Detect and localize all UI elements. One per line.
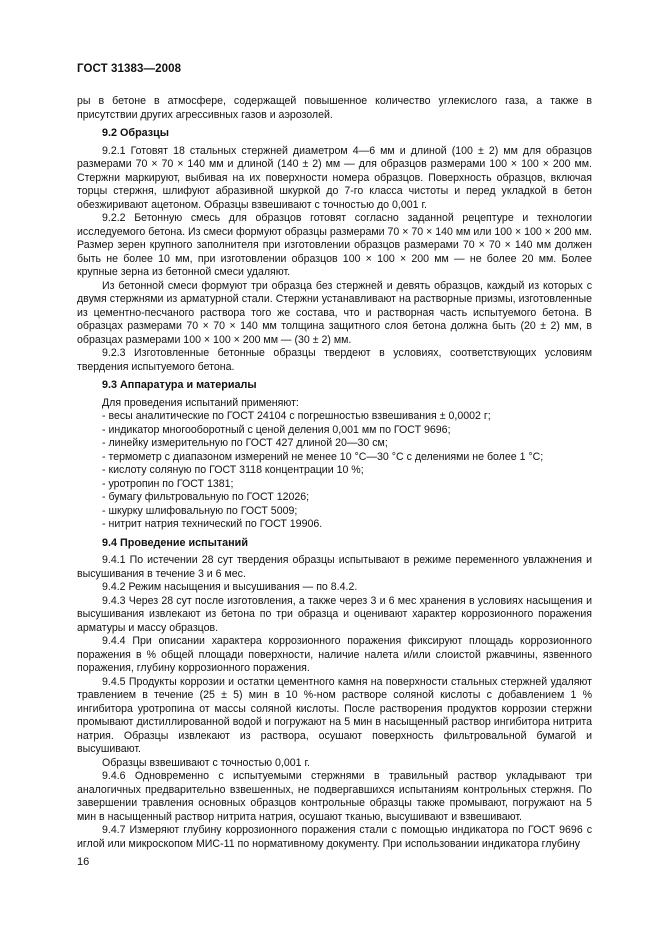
paragraph: 9.2.3 Изготовленные бетонные образцы твердеют в условиях, соответствующих условиям твердения испытуемого бетона.	[77, 347, 592, 373]
section-heading: 9.2 Образцы	[102, 127, 170, 139]
paragraph: 9.4.1 По истечении 28 сут твердения образцы испытывают в режиме переменного увлажнения и высушивания в течение 3 и 6 мес.	[77, 554, 592, 580]
section-heading: 9.4 Проведение испытаний	[102, 536, 248, 549]
paragraph: 9.4.6 Одновременно с испытуемыми стержнями в травильный раствор укладывают три аналогичных предварительно взвешенных, не подвергавшихся испытаниям контрольных стержня. По завершении травления основных образцов контрольные образцы также промывают, погружают на 5 мин в насыщенный раствор нитрита натрия, осушают тканью, высушивают и взвешивают.	[77, 770, 592, 823]
list-item: - линейку измерительную по ГОСТ 427 длиной 20—30 см;	[102, 437, 388, 449]
equipment-list	[77, 410, 592, 532]
paragraph: 9.4.2 Режим насыщения и высушивания — по 8.4.2.	[102, 581, 358, 593]
paragraph: 9.4.3 Через 28 сут после изготовления, а также через 3 и 6 мес хранения в условиях насыщения и высушивания извлекают из бетона по три образца и оценивают характер коррозионного поражения арматуры и массу образцов.	[77, 594, 592, 634]
page-number: 16	[77, 856, 90, 868]
paragraph: ры в бетоне в атмосфере, содержащей повышенное количество углекислого газа, а также в присутствии других агрессивных газов и аэрозолей.	[77, 95, 592, 121]
paragraph: Из бетонной смеси формуют три образца без стержней и девять образцов, каждый из которых с двумя стержнями из арматурной стали. Стержни устанавливают на растворные призмы, изготовленные из цементно-песчаного раствора того же состава, что и растворная часть испытуемого бетона. В образцах размерами 70 × 70 × 140 мм толщина защитного слоя бетона должна быть (20 ± 2) мм, в образцах размерами 100 × 100 × 200 мм — (30 ± 2) мм.	[77, 279, 592, 346]
list-item: - бумагу фильтровальную по ГОСТ 12026;	[102, 491, 310, 503]
list-item: - индикатор многооборотный с ценой деления 0,001 мм по ГОСТ 9696;	[102, 423, 451, 436]
paragraph: 9.2.2 Бетонную смесь для образцов готовят согласно заданной рецептуре и технологии исследуемого бетона. Из смеси формуют образцы размерами 70 × 70 × 140 мм или 100 × 100 × 200 мм. Размер зерен крупного заполнителя при изготовлении образцов размерами 70 × 70 × 140 мм должен быть не более 10 мм, при изготовлении образцов 100 × 100 × 200 мм — не более 20 мм. Более крупные зерна из бетонной смеси удаляют.	[77, 212, 592, 278]
list-item: - кислоту соляную по ГОСТ 3118 концентрации 10 %;	[102, 464, 364, 476]
paragraph: 9.4.5 Продукты коррозии и остатки цементного камня на поверхности стальных стержней удаляют травлением в течение (25 ± 5) мин в 10 %-ном растворе соляной кислоты с добавлением 1 % ингибитора уротропина от массы соляной кислоты. После растворения продуктов коррозии стержни промывают дистиллированной водой и погружают на 5 мин в насыщенный раствор ингибитора нитрита натрия. Образцы извлекают из раствора, осушают поверхность фильтровальной бумагой и высушивают.	[77, 675, 592, 755]
list-item: - термометр с диапазоном измерений не менее 10 °С—30 °С с делениями не более 1 °С;	[102, 450, 544, 463]
list-item: - уротропин по ГОСТ 1381;	[102, 477, 234, 490]
document-body	[77, 95, 592, 851]
list-item: - шкурку шлифовальную по ГОСТ 5009;	[102, 504, 298, 517]
paragraph: 9.2.1 Готовят 18 стальных стержней диаметром 4—6 мм и длиной (100 ± 2) мм для образцов размерами 70 × 70 × 140 мм и длиной (140 ± 2) мм — для образцов размерами 100 × 100 × 200 мм. Стержни маркируют, выбивая на их поверхности номера образцов. Поверхность образцов, включая торцы стержня, шлифуют абразивной шкуркой до 7-го класса чистоты и перед укладкой в бетон обезжиривают ацетоном. Образцы взвешивают с точностью до 0,001 г.	[77, 144, 592, 211]
list-item: - весы аналитические по ГОСТ 24104 с погрешностью взвешивания ± 0,0002 г;	[102, 410, 491, 422]
paragraph: 9.4.4 При описании характера коррозионного поражения фиксируют площадь коррозионного поражения в % общей площади поверхности, наличие налета и/или слоистой ржавчины, язвенного поражения, глубину коррозионного поражения.	[77, 635, 592, 674]
paragraph: Образцы взвешивают с точностью 0,001 г.	[102, 756, 310, 769]
section-heading: 9.3 Аппаратура и материалы	[102, 379, 257, 391]
document-header: ГОСТ 31383—2008	[77, 63, 182, 75]
list-item: - нитрит натрия технический по ГОСТ 19906.	[102, 518, 323, 530]
paragraph: 9.4.7 Измеряют глубину коррозионного поражения стали с помощью индикатора по ГОСТ 9696 с иглой или микроскопом МИС-11 по нормативному документу. При использовании индикатора глубину	[77, 824, 592, 850]
paragraph: Для проведения испытаний применяют:	[102, 396, 299, 409]
